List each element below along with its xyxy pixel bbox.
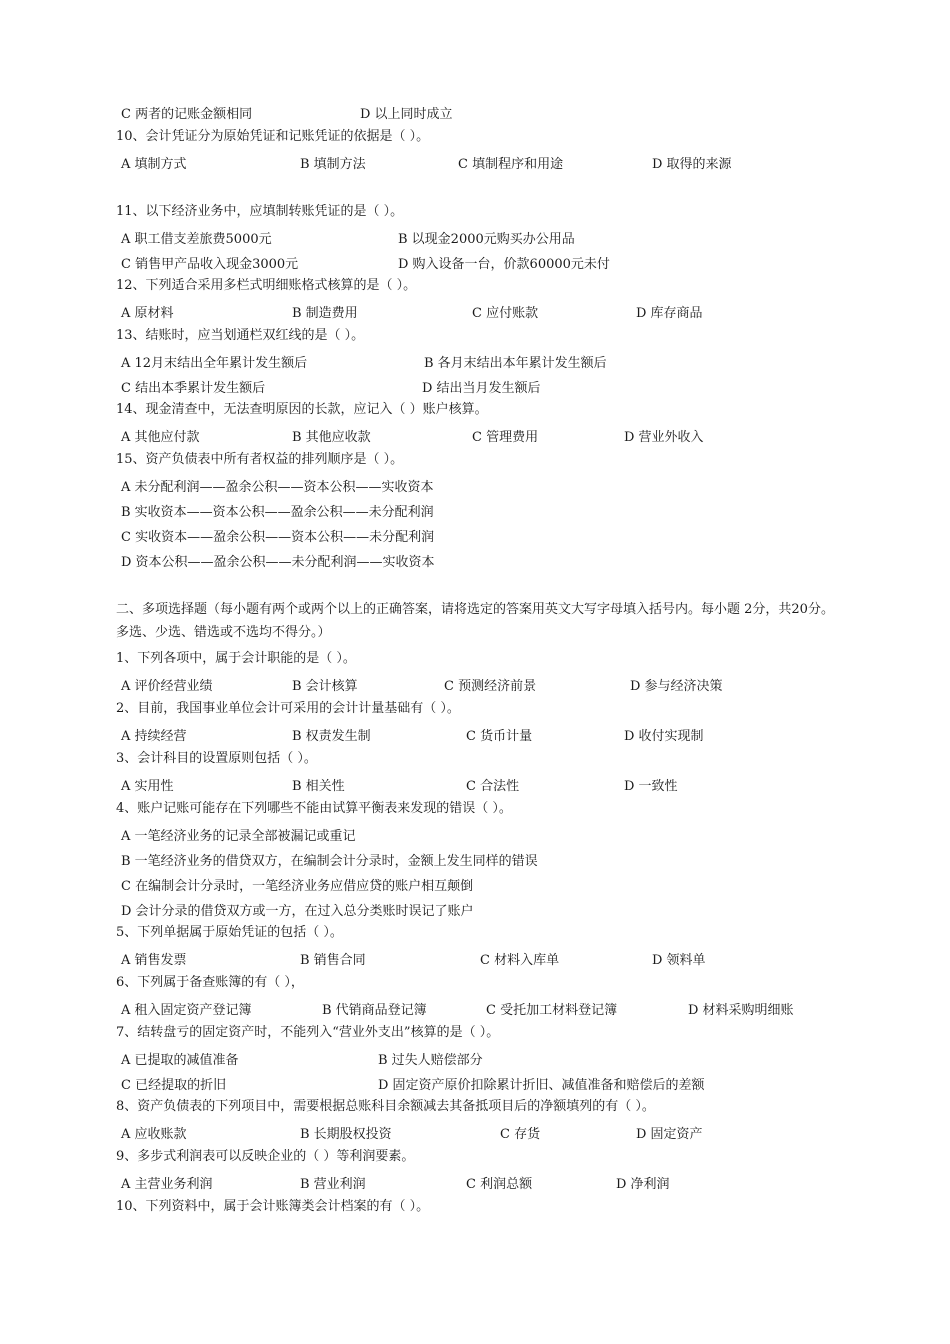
multiple-choice-option-item: A 一笔经济业务的记录全部被漏记或重记 <box>121 829 356 844</box>
multiple-choice-question-stem: 8、资产负债表的下列项目中，需要根据总账科目余额减去其备抵项目后的净额填列的有（ ）。 <box>116 1099 655 1114</box>
single-choice-option-item: B 各月末结出本年累计发生额后 <box>424 356 607 371</box>
multiple-choice-option-item: B 代销商品登记簿 <box>322 1003 427 1018</box>
single-choice-option-item: C 销售甲产品收入现金3000元 <box>121 257 299 272</box>
single-choice-option-item: B 填制方法 <box>300 157 366 172</box>
single-choice-option-item: A 未分配利润——盈余公积——资本公积——实收资本 <box>121 480 434 495</box>
multiple-choice-option-item: B 长期股权投资 <box>300 1127 392 1142</box>
multiple-choice-option-item: D 收付实现制 <box>624 729 704 744</box>
single-choice-question-stem: 14、现金清查中，无法查明原因的长款，应记入（ ）账户核算。 <box>116 402 488 417</box>
multiple-choice-question-stem: 1、下列各项中，属于会计职能的是（ ）。 <box>116 651 356 666</box>
multiple-choice-option-item: C 预测经济前景 <box>444 679 537 694</box>
multiple-choice-option-item: C 在编制会计分录时，一笔经济业务应借应贷的账户相互颠倒 <box>121 879 474 894</box>
single-choice-option-item: B 其他应收款 <box>292 430 371 445</box>
single-choice-question-stem: 13、结账时，应当划通栏双红线的是（ ）。 <box>116 328 365 343</box>
single-choice-option-item: B 制造费用 <box>292 306 358 321</box>
multiple-choice-question-stem: 9、多步式利润表可以反映企业的（ ）等利润要素。 <box>116 1149 415 1164</box>
multiple-choice-question-stem: 10、下列资料中，属于会计账簿类会计档案的有（ ）。 <box>116 1199 430 1214</box>
single-choice-option-item: D 资本公积——盈余公积——未分配利润——实收资本 <box>121 555 435 570</box>
section-2-heading: 二、多项选择题（每小题有两个或两个以上的正确答案，请将选定的答案用英文大写字母填入括号内。每小题 2分，共20分。多选、少选、错选或不选均不得分。） <box>116 602 834 640</box>
multiple-choice-option-item: A 销售发票 <box>121 953 187 968</box>
multiple-choice-option-item: D 一致性 <box>624 779 678 794</box>
multiple-choice-option-item: D 固定资产 <box>636 1127 703 1142</box>
single-choice-option-item: A 其他应付款 <box>121 430 200 445</box>
multiple-choice-option-item: A 租入固定资产登记簿 <box>121 1003 252 1018</box>
single-choice-question-stem: 15、资产负债表中所有者权益的排列顺序是（ ）。 <box>116 452 404 467</box>
multiple-choice-option-item: A 主营业务利润 <box>121 1177 213 1192</box>
single-choice-option-item: B 实收资本——资本公积——盈余公积——未分配利润 <box>121 505 434 520</box>
multiple-choice-option-item: A 持续经营 <box>121 729 187 744</box>
multiple-choice-option-item: C 存货 <box>500 1127 541 1142</box>
single-choice-question-stem: 11、以下经济业务中，应填制转账凭证的是（ ）。 <box>116 204 404 219</box>
multiple-choice-option-item: B 营业利润 <box>300 1177 366 1192</box>
single-choice-option-item: C 结出本季累计发生额后 <box>121 381 266 396</box>
multiple-choice-option-item: C 材料入库单 <box>480 953 560 968</box>
multiple-choice-option-item: C 利润总额 <box>466 1177 533 1192</box>
multiple-choice-option-item: C 已经提取的折旧 <box>121 1078 227 1093</box>
multiple-choice-option-item: B 过失人赔偿部分 <box>378 1053 483 1068</box>
single-choice-question-stem: 12、下列适合采用多栏式明细账格式核算的是（ ）。 <box>116 278 417 293</box>
single-choice-option-item: D 库存商品 <box>636 306 703 321</box>
multiple-choice-option-item: D 领料单 <box>652 953 706 968</box>
single-choice-option-item: C 实收资本——盈余公积——资本公积——未分配利润 <box>121 530 435 545</box>
multiple-choice-question-stem: 7、结转盘亏的固定资产时，不能列入“营业外支出”核算的是（ ）。 <box>116 1025 500 1040</box>
single-choice-option-item: B 以现金2000元购买办公用品 <box>398 232 575 247</box>
single-choice-option-item: A 填制方式 <box>121 157 187 172</box>
multiple-choice-option-item: A 已提取的减值准备 <box>121 1053 239 1068</box>
single-choice-question-stem: 10、会计凭证分为原始凭证和记账凭证的依据是（ ）。 <box>116 129 430 144</box>
multiple-choice-question-stem: 3、会计科目的设置原则包括（ ）。 <box>116 751 317 766</box>
multiple-choice-option-item: B 销售合同 <box>300 953 366 968</box>
multiple-choice-option-item: C 合法性 <box>466 779 520 794</box>
single-choice-option-item: C 管理费用 <box>472 430 539 445</box>
multiple-choice-option-item: D 会计分录的借贷双方或一方，在过入总分类账时误记了账户 <box>121 904 474 919</box>
single-choice-option-item: C 填制程序和用途 <box>458 157 564 172</box>
multiple-choice-question-stem: 6、下列属于备查账簿的有（ ）， <box>116 975 304 990</box>
multiple-choice-option-item: D 净利润 <box>616 1177 670 1192</box>
single-choice-option-item: A 原材料 <box>121 306 174 321</box>
multiple-choice-option-item: B 权责发生制 <box>292 729 371 744</box>
multiple-choice-option-item: A 应收账款 <box>121 1127 187 1142</box>
multiple-choice-option-item: A 评价经营业绩 <box>121 679 213 694</box>
multiple-choice-question-stem: 4、账户记账可能存在下列哪些不能由试算平衡表来发现的错误（ ）。 <box>116 801 512 816</box>
multiple-choice-option-item: D 参与经济决策 <box>630 679 723 694</box>
option-item: D 以上同时成立 <box>360 107 453 122</box>
single-choice-option-item: D 购入设备一台，价款60000元未付 <box>398 257 610 272</box>
multiple-choice-option-item: D 固定资产原价扣除累计折旧、减值准备和赔偿后的差额 <box>378 1078 705 1093</box>
multiple-choice-option-item: D 材料采购明细账 <box>688 1003 794 1018</box>
single-choice-option-item: D 取得的来源 <box>652 157 732 172</box>
option-item: C 两者的记账金额相同 <box>121 107 253 122</box>
multiple-choice-question-stem: 5、下列单据属于原始凭证的包括（ ）。 <box>116 925 343 940</box>
multiple-choice-question-stem: 2、目前，我国事业单位会计可采用的会计计量基础有（ ）。 <box>116 701 460 716</box>
single-choice-option-item: A 12月末结出全年累计发生额后 <box>121 356 308 371</box>
multiple-choice-option-item: C 受托加工材料登记簿 <box>486 1003 618 1018</box>
single-choice-option-item: D 结出当月发生额后 <box>422 381 541 396</box>
multiple-choice-option-item: C 货币计量 <box>466 729 533 744</box>
multiple-choice-option-item: B 相关性 <box>292 779 345 794</box>
single-choice-option-item: A 职工借支差旅费5000元 <box>121 232 272 247</box>
multiple-choice-option-item: B 会计核算 <box>292 679 358 694</box>
multiple-choice-option-item: A 实用性 <box>121 779 174 794</box>
single-choice-option-item: D 营业外收入 <box>624 430 704 445</box>
multiple-choice-option-item: B 一笔经济业务的借贷双方，在编制会计分录时，金额上发生同样的错误 <box>121 854 538 869</box>
single-choice-option-item: C 应付账款 <box>472 306 539 321</box>
